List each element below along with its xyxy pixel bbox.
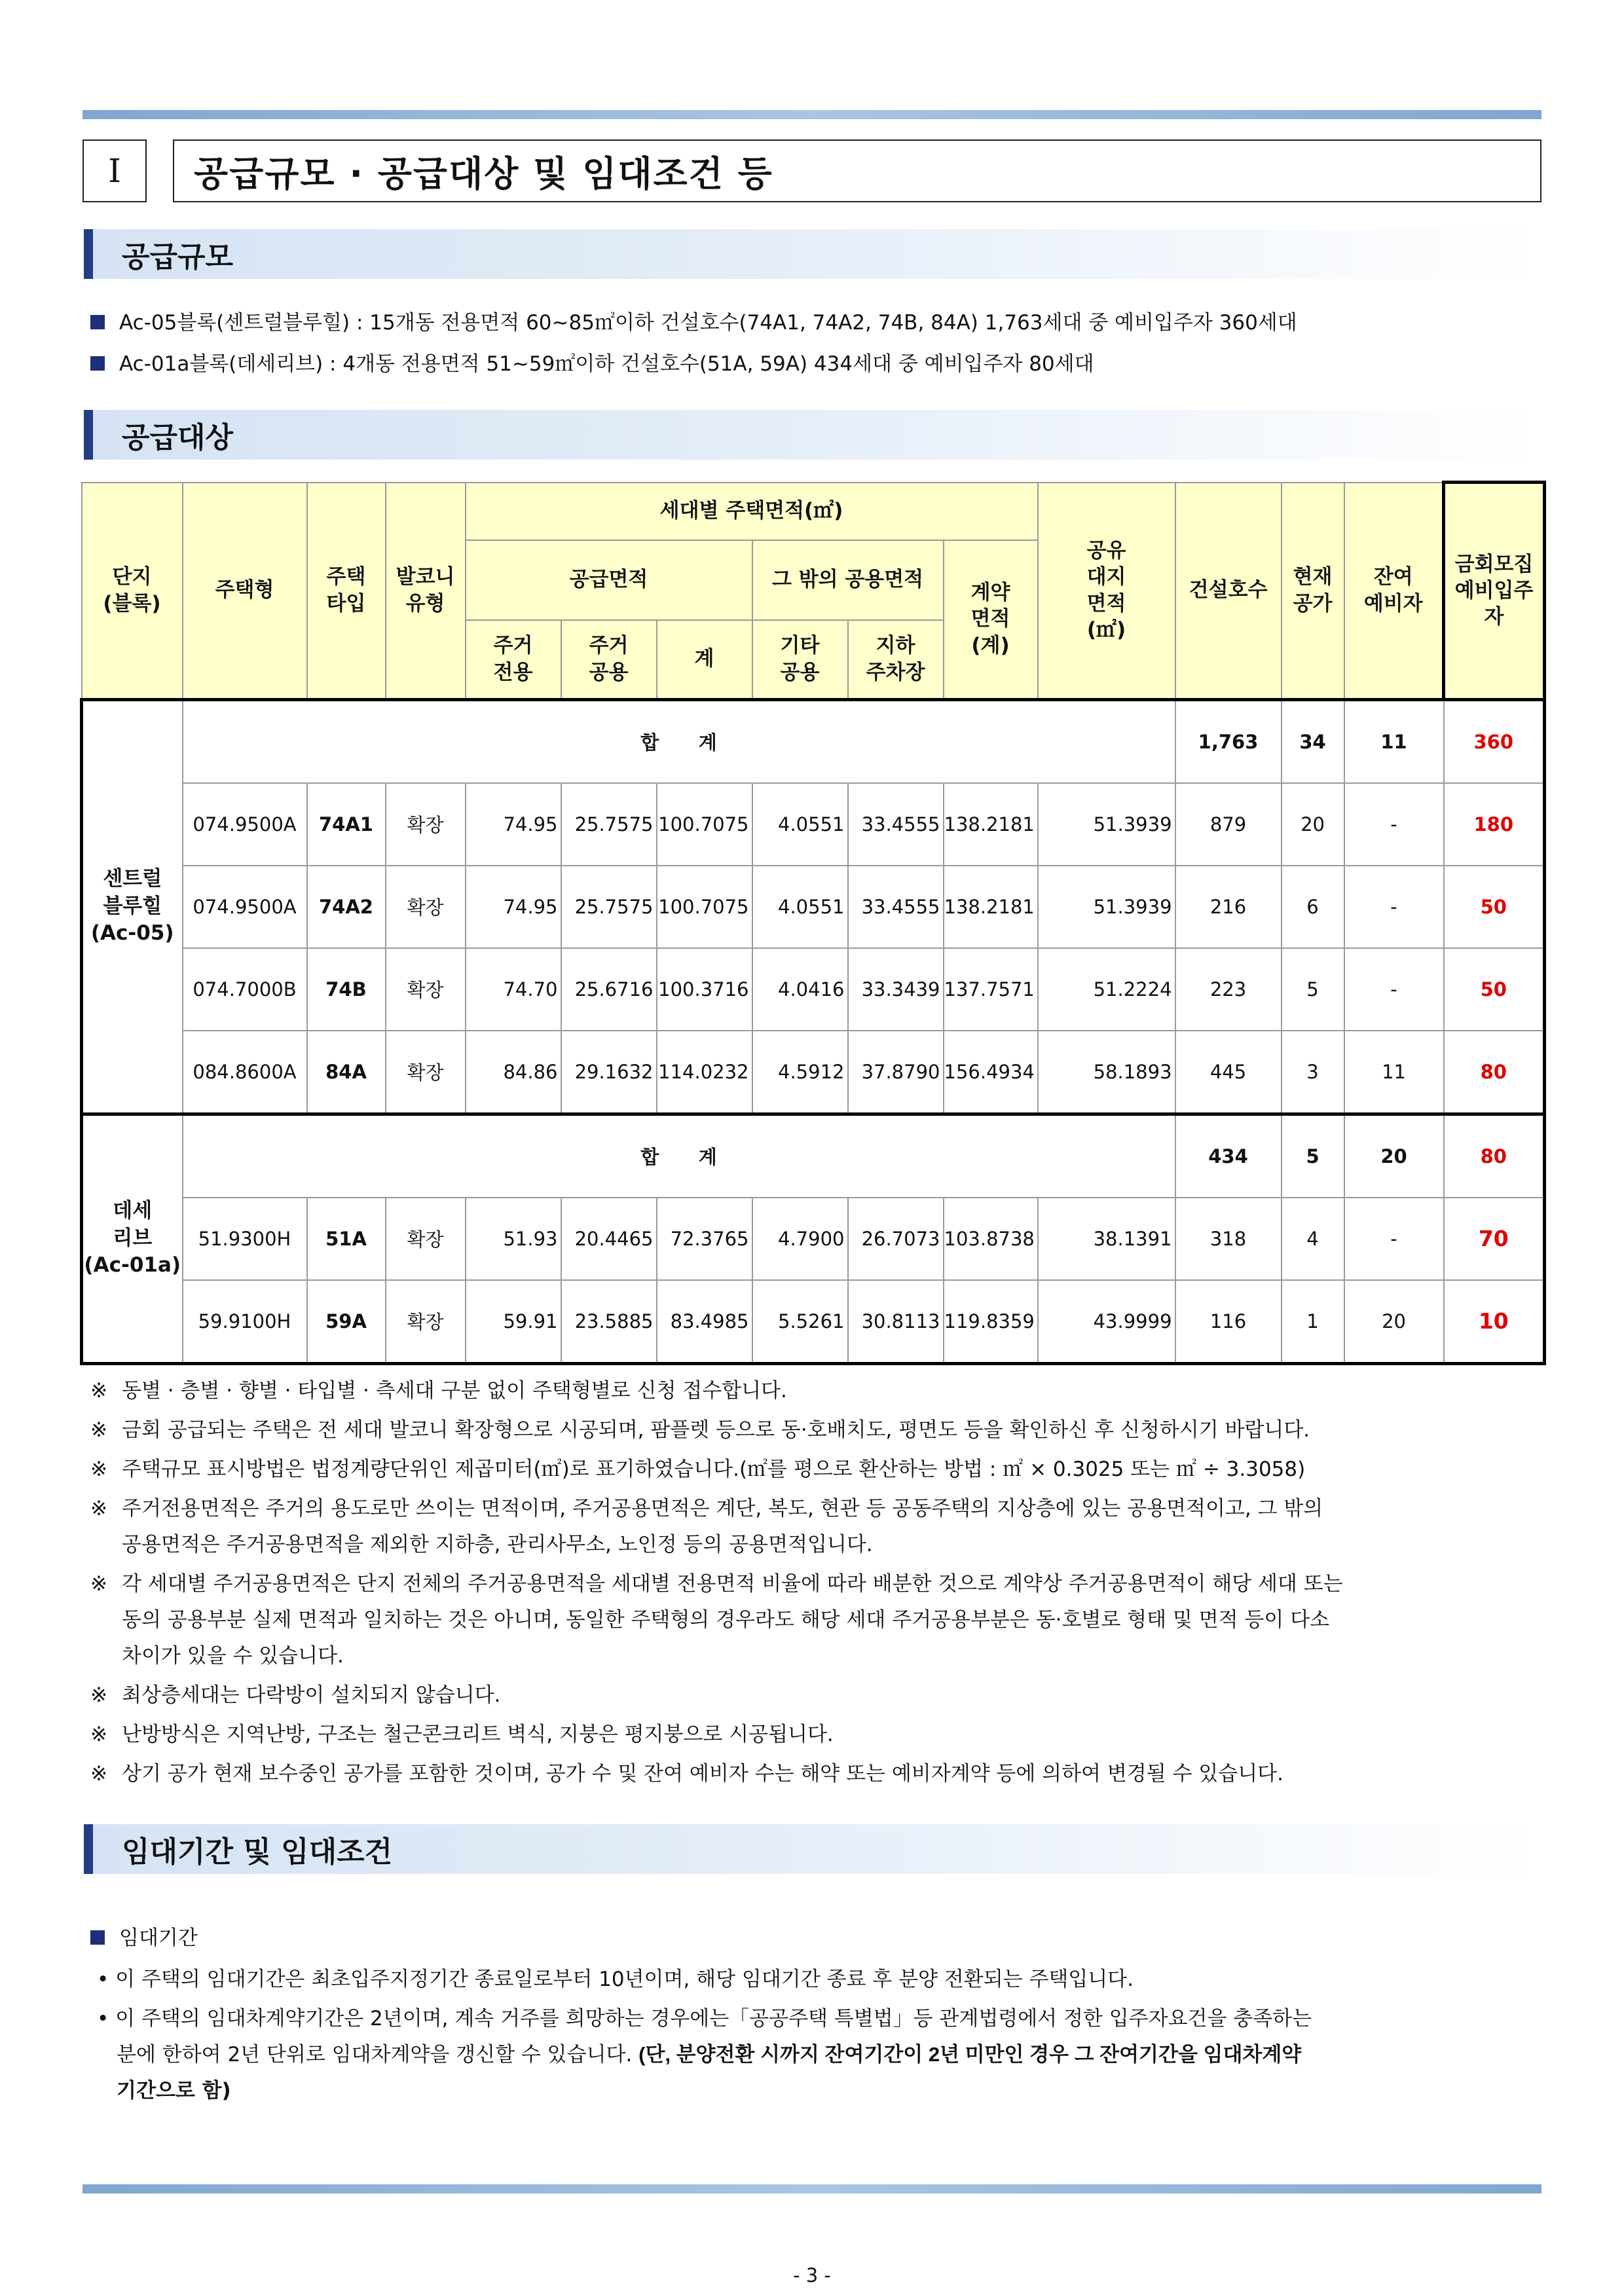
header-contract-area: 계약 면적 (계) xyxy=(944,540,1038,700)
cell-parking: 33.3439 xyxy=(848,948,944,1031)
table-row xyxy=(82,866,1545,948)
cell-parking: 30.8113 xyxy=(848,1280,944,1364)
header-area-group: 세대별 주택면적(㎡) xyxy=(466,483,1038,540)
cell-supply-sum: 114.0232 xyxy=(657,1031,752,1114)
cell-etc: 4.7900 xyxy=(752,1198,848,1280)
total-vacant: 34 xyxy=(1282,699,1344,783)
lease-line-4: 기간으로 함) xyxy=(117,2079,231,2102)
header-other-area: 그 밖의 공용면적 xyxy=(752,540,944,620)
cell-land: 38.1391 xyxy=(1038,1198,1175,1280)
table-total-row xyxy=(82,699,1545,783)
cell-etc: 5.5261 xyxy=(752,1280,848,1364)
table-row xyxy=(82,1031,1545,1114)
table-row xyxy=(82,948,1545,1031)
cell-common: 23.5885 xyxy=(561,1280,657,1364)
cell-supply-sum: 72.3765 xyxy=(657,1198,752,1280)
cell-remaining: 11 xyxy=(1344,1031,1444,1114)
cell-house-type: 74A2 xyxy=(307,866,386,948)
total-label: 합 계 xyxy=(183,699,1175,783)
cell-house-type: 84A xyxy=(307,1031,386,1114)
chapter-numeral: Ⅰ xyxy=(83,139,147,202)
cell-contract: 119.8359 xyxy=(944,1280,1038,1364)
note-line: ※ 각 세대별 주거공용면적은 단지 전체의 주거공용면적을 세대별 전용면적 비율에 따라 배분한 것으로 계약상 주거공용면적이 해당 세대 또는 xyxy=(90,1572,1343,1596)
header-exclusive: 주거 전용 xyxy=(466,620,561,700)
cell-common: 29.1632 xyxy=(561,1031,657,1114)
cell-built: 223 xyxy=(1175,948,1282,1031)
header-remaining: 잔여 예비자 xyxy=(1344,483,1444,700)
cell-common: 20.4465 xyxy=(561,1198,657,1280)
cell-vacant: 1 xyxy=(1282,1280,1344,1364)
header-vacant: 현재 공가 xyxy=(1282,483,1344,700)
supply-bullet-1 xyxy=(90,306,1297,335)
total-recruit: 80 xyxy=(1444,1114,1545,1198)
header-parking: 지하 주차장 xyxy=(848,620,944,700)
section-supply-target-heading xyxy=(84,410,1541,460)
cell-exclusive: 74.95 xyxy=(466,866,561,948)
note-line: ※ 주거전용면적은 주거의 용도로만 쓰이는 면적이며, 주거공용면적은 계단, 복도, 현관 등 공동주택의 지상층에 있는 공용면적이고, 그 밖의 xyxy=(90,1497,1323,1520)
lease-line-2: • 이 주택의 임대차계약기간은 2년이며, 계속 거주를 희망하는 경우에는「공공주택 특별법」등 관계법령에서 정한 입주자요건을 충족하는 xyxy=(97,2007,1312,2030)
cell-exclusive: 59.91 xyxy=(466,1280,561,1364)
header-complex: 단지 (블록) xyxy=(82,483,183,700)
cell-housing-type: 074.7000B xyxy=(183,948,307,1031)
cell-exclusive: 74.95 xyxy=(466,783,561,866)
header-land-area: 공유 대지 면적 (㎡) xyxy=(1038,483,1175,700)
cell-house-type: 59A xyxy=(307,1280,386,1364)
cell-remaining: - xyxy=(1344,1198,1444,1280)
header-balcony: 발코니 유형 xyxy=(386,483,466,700)
header-house-type: 주택 타입 xyxy=(307,483,386,700)
cell-supply-sum: 100.7075 xyxy=(657,783,752,866)
chapter-title: 공급규모 · 공급대상 및 임대조건 등 xyxy=(173,139,1541,202)
complex-name-cell: 데세 리브 (Ac-01a) xyxy=(82,1114,183,1363)
cell-balcony: 확장 xyxy=(386,1031,466,1114)
cell-recruit: 50 xyxy=(1444,866,1545,948)
bullet-text: Ac-01a블록(데세리브) : 4개동 전용면적 51~59㎡이하 건설호수(51A, 59A) 434세대 중 예비입주자 80세대 xyxy=(119,352,1094,376)
total-label: 합 계 xyxy=(183,1114,1175,1198)
note-line: ※ 상기 공가 현재 보수중인 공가를 포함한 것이며, 공가 수 및 잔여 예비자 수는 해약 또는 예비자계약 등에 의하여 변경될 수 있습니다. xyxy=(90,1762,1283,1786)
cell-remaining: 20 xyxy=(1344,1280,1444,1364)
cell-land: 43.9999 xyxy=(1038,1280,1175,1364)
header-common: 주거 공용 xyxy=(561,620,657,700)
cell-built: 216 xyxy=(1175,866,1282,948)
cell-housing-type: 074.9500A xyxy=(183,783,307,866)
cell-etc: 4.5912 xyxy=(752,1031,848,1114)
complex-name-cell: 센트럴 블루힐 (Ac-05) xyxy=(82,699,183,1114)
cell-etc: 4.0416 xyxy=(752,948,848,1031)
header-supply-area: 공급면적 xyxy=(466,540,752,620)
cell-vacant: 20 xyxy=(1282,783,1344,866)
cell-housing-type: 084.8600A xyxy=(183,1031,307,1114)
cell-contract: 138.2181 xyxy=(944,783,1038,866)
cell-vacant: 5 xyxy=(1282,948,1344,1031)
cell-housing-type: 59.9100H xyxy=(183,1280,307,1364)
cell-contract: 156.4934 xyxy=(944,1031,1038,1114)
note-line: ※ 최상층세대는 다락방이 설치되지 않습니다. xyxy=(90,1683,501,1707)
cell-built: 318 xyxy=(1175,1198,1282,1280)
cell-land: 51.3939 xyxy=(1038,783,1175,866)
square-bullet-icon xyxy=(90,315,105,329)
header-etc: 기타 공용 xyxy=(752,620,848,700)
cell-balcony: 확장 xyxy=(386,1280,466,1364)
cell-housing-type: 074.9500A xyxy=(183,866,307,948)
cell-remaining: - xyxy=(1344,948,1444,1031)
section-supply-scale-heading xyxy=(84,229,1541,279)
note-line: ※ 주택규모 표시방법은 법정계량단위인 제곱미터(㎡)로 표기하였습니다.(㎡를 평으로 환산하는 방법 : ㎡ × 0.3025 또는 ㎡ ÷ 3.3058) xyxy=(90,1458,1306,1481)
cell-built: 879 xyxy=(1175,783,1282,866)
note-line: 동의 공용부분 실제 면적과 일치하는 것은 아니며, 동일한 주택형의 경우라도 해당 세대 주거공용부분은 동·호별로 형태 및 면적 등이 다소 xyxy=(122,1608,1330,1632)
cell-remaining: - xyxy=(1344,783,1444,866)
cell-vacant: 6 xyxy=(1282,866,1344,948)
table-row xyxy=(82,783,1545,866)
header-recruit: 금회모집 예비입주자 xyxy=(1444,483,1545,700)
cell-land: 51.2224 xyxy=(1038,948,1175,1031)
cell-exclusive: 84.86 xyxy=(466,1031,561,1114)
cell-etc: 4.0551 xyxy=(752,866,848,948)
table-total-row xyxy=(82,1114,1545,1198)
cell-housing-type: 51.9300H xyxy=(183,1198,307,1280)
section-title: 공급규모 xyxy=(122,240,234,274)
header-sum: 계 xyxy=(657,620,752,700)
cell-built: 116 xyxy=(1175,1280,1282,1364)
cell-common: 25.6716 xyxy=(561,948,657,1031)
cell-balcony: 확장 xyxy=(386,948,466,1031)
cell-parking: 33.4555 xyxy=(848,866,944,948)
cell-common: 25.7575 xyxy=(561,866,657,948)
cell-exclusive: 51.93 xyxy=(466,1198,561,1280)
cell-land: 58.1893 xyxy=(1038,1031,1175,1114)
cell-house-type: 74B xyxy=(307,948,386,1031)
cell-contract: 138.2181 xyxy=(944,866,1038,948)
bottom-decor-bar xyxy=(83,2184,1541,2194)
bullet-text: Ac-05블록(센트럴블루힐) : 15개동 전용면적 60~85㎡이하 건설호수(74A1, 74A2, 74B, 84A) 1,763세대 중 예비입주자 360세대 xyxy=(119,311,1297,335)
cell-supply-sum: 100.3716 xyxy=(657,948,752,1031)
cell-land: 51.3939 xyxy=(1038,866,1175,948)
note-line: ※ 동별 · 층별 · 향별 · 타입별 · 측세대 구분 없이 주택형별로 신청 접수합니다. xyxy=(90,1379,787,1403)
note-line: ※ 난방방식은 지역난방, 구조는 철근콘크리트 벽식, 지붕은 평지붕으로 시공됩니다. xyxy=(90,1723,834,1746)
cell-recruit: 180 xyxy=(1444,783,1545,866)
square-bullet-icon xyxy=(90,356,105,371)
cell-recruit: 70 xyxy=(1444,1198,1545,1280)
cell-balcony: 확장 xyxy=(386,866,466,948)
supply-target-table xyxy=(80,481,1546,1365)
cell-built: 445 xyxy=(1175,1031,1282,1114)
subheading-text: 임대기간 xyxy=(119,1926,198,1950)
top-decor-bar xyxy=(83,110,1541,119)
total-remaining: 20 xyxy=(1344,1114,1444,1198)
cell-balcony: 확장 xyxy=(386,1198,466,1280)
cell-house-type: 51A xyxy=(307,1198,386,1280)
cell-recruit: 10 xyxy=(1444,1280,1545,1364)
cell-common: 25.7575 xyxy=(561,783,657,866)
cell-supply-sum: 83.4985 xyxy=(657,1280,752,1364)
cell-exclusive: 74.70 xyxy=(466,948,561,1031)
total-remaining: 11 xyxy=(1344,699,1444,783)
cell-contract: 137.7571 xyxy=(944,948,1038,1031)
note-line: 차이가 있을 수 있습니다. xyxy=(122,1644,344,1668)
square-bullet-icon xyxy=(90,1930,105,1945)
lease-line-3-bold: (단, 분양전환 시까지 잔여기간이 2년 미만인 경우 그 잔여기간을 임대차계약 xyxy=(638,2043,1302,2066)
cell-parking: 33.4555 xyxy=(848,783,944,866)
cell-vacant: 4 xyxy=(1282,1198,1344,1280)
header-built: 건설호수 xyxy=(1175,483,1282,700)
section-lease-heading xyxy=(84,1824,1541,1874)
cell-house-type: 74A1 xyxy=(307,783,386,866)
lease-line-3 xyxy=(117,2038,1301,2067)
note-line: 공용면적은 주거공용면적을 제외한 지하층, 관리사무소, 노인정 등의 공용면적입니다. xyxy=(122,1533,873,1556)
total-built: 434 xyxy=(1175,1114,1282,1198)
cell-vacant: 3 xyxy=(1282,1031,1344,1114)
cell-etc: 4.0551 xyxy=(752,783,848,866)
lease-period-subheading xyxy=(90,1921,198,1951)
cell-recruit: 50 xyxy=(1444,948,1545,1031)
cell-remaining: - xyxy=(1344,866,1444,948)
supply-bullet-2 xyxy=(90,347,1094,376)
note-line: ※ 금회 공급되는 주택은 전 세대 발코니 확장형으로 시공되며, 팜플렛 등으로 동·호배치도, 평면도 등을 확인하신 후 신청하시기 바랍니다. xyxy=(90,1418,1310,1442)
total-vacant: 5 xyxy=(1282,1114,1344,1198)
header-housing-type: 주택형 xyxy=(183,483,307,700)
page-number: - 3 - xyxy=(793,2264,831,2286)
cell-balcony: 확장 xyxy=(386,783,466,866)
table-row xyxy=(82,1198,1545,1280)
cell-supply-sum: 100.7075 xyxy=(657,866,752,948)
total-built: 1,763 xyxy=(1175,699,1282,783)
section-title: 공급대상 xyxy=(122,421,234,454)
total-recruit: 360 xyxy=(1444,699,1545,783)
cell-contract: 103.8738 xyxy=(944,1198,1038,1280)
table-row xyxy=(82,1280,1545,1364)
lease-line-3-text: 분에 한하여 2년 단위로 임대차계약을 갱신할 수 있습니다. xyxy=(117,2043,633,2066)
cell-recruit: 80 xyxy=(1444,1031,1545,1114)
lease-line-1: • 이 주택의 임대기간은 최초입주지정기간 종료일로부터 10년이며, 해당 임대기간 종료 후 분양 전환되는 주택입니다. xyxy=(97,1968,1134,1991)
cell-parking: 37.8790 xyxy=(848,1031,944,1114)
section-title: 임대기간 및 임대조건 xyxy=(122,1835,393,1869)
cell-parking: 26.7073 xyxy=(848,1198,944,1280)
